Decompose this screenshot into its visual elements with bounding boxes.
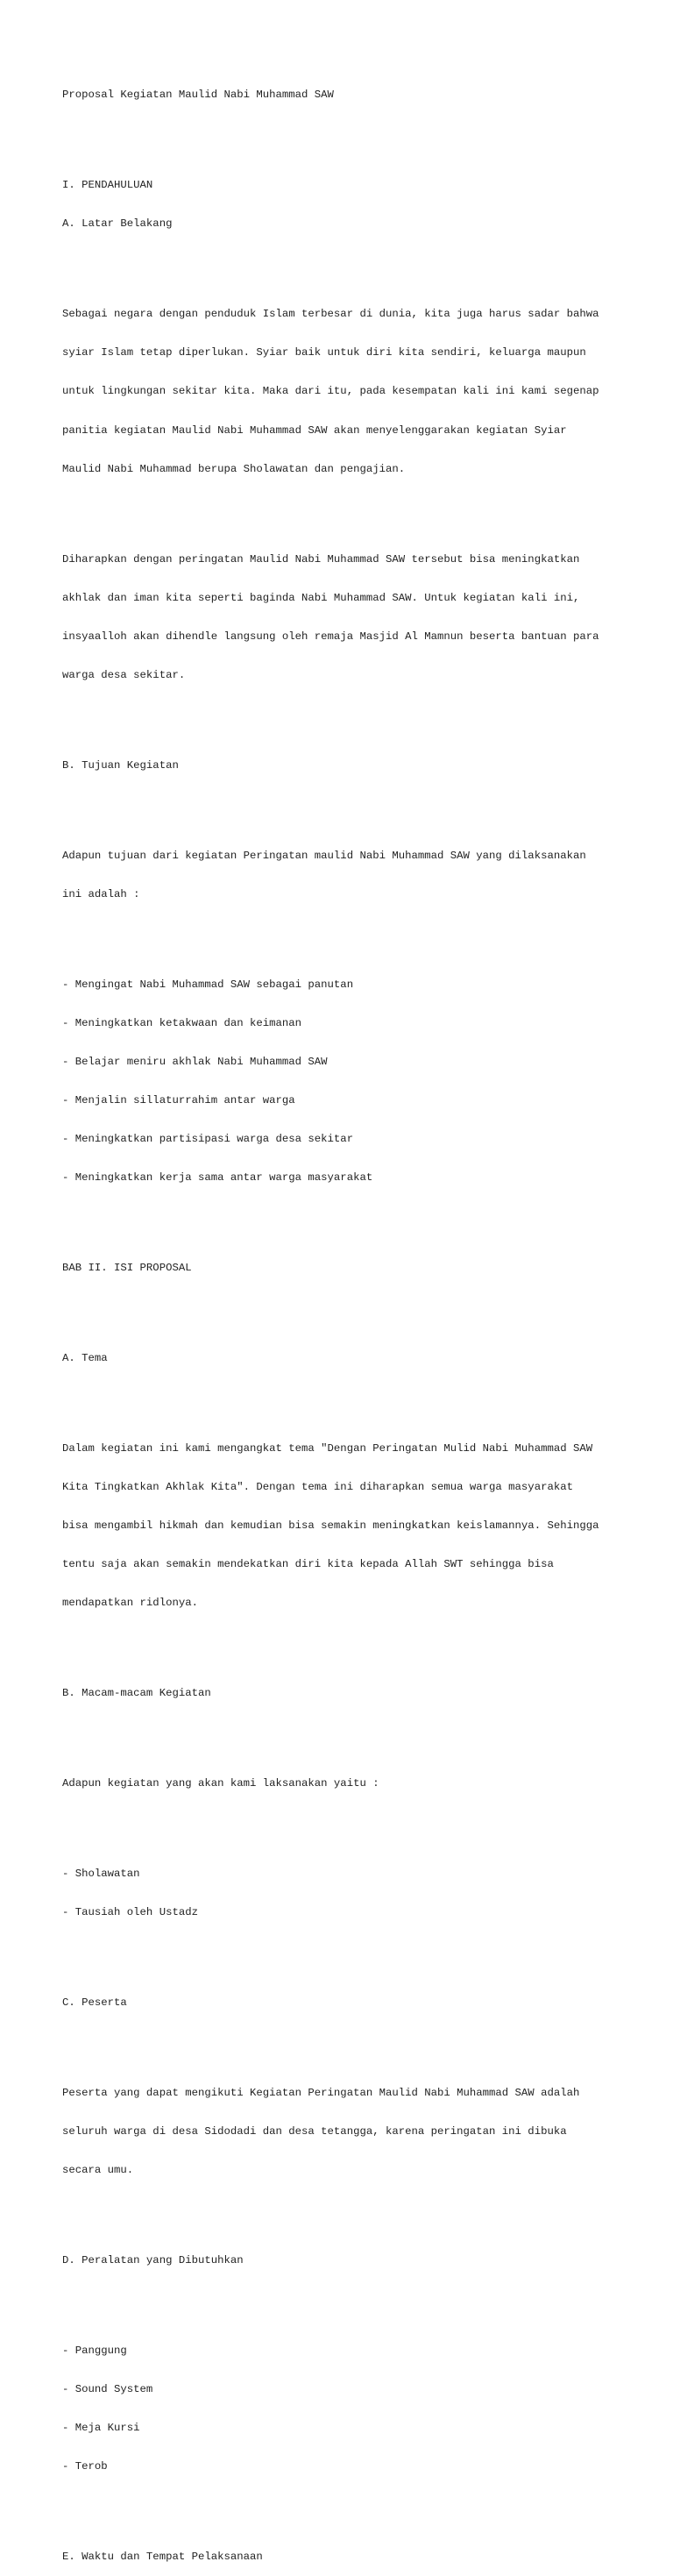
list-item: - Panggung <box>62 2344 127 2357</box>
list-item: - Mengingat Nabi Muhammad SAW sebagai panutan <box>62 978 354 991</box>
list-item: - Belajar meniru akhlak Nabi Muhammad SAW <box>62 1055 328 1068</box>
paragraph-line: Adapun kegiatan yang akan kami laksanakan yaitu : <box>62 1776 379 1790</box>
document-body <box>62 63 623 2576</box>
paragraph-line: Sebagai negara dengan penduduk Islam terbesar di dunia, kita juga harus sadar bahwa <box>62 308 599 321</box>
paragraph-line: Adapun tujuan dari kegiatan Peringatan maulid Nabi Muhammad SAW yang dilaksanakan <box>62 849 586 862</box>
paragraph-line: panitia kegiatan Maulid Nabi Muhammad SAW akan menyelenggarakan kegiatan Syiar <box>62 423 567 437</box>
list-item: - Meningkatkan ketakwaan dan keimanan <box>62 1016 302 1029</box>
paragraph-line: warga desa sekitar. <box>62 668 186 681</box>
section-heading-pendahuluan: I. PENDAHULUAN <box>62 179 153 192</box>
spacer <box>62 1816 623 1829</box>
spacer <box>62 1391 623 1404</box>
section-heading-isi-proposal: BAB II. ISI PROPOSAL <box>62 1261 192 1274</box>
list-item: - Meningkatkan kerja sama antar warga masyarakat <box>62 1171 373 1185</box>
spacer <box>62 2293 623 2306</box>
paragraph-line: bisa mengambil hikmah dan kemudian bisa semakin meningkatkan keislamannya. Sehingga <box>62 1519 599 1532</box>
paragraph-line: akhlak dan iman kita seperti baginda Nabi Muhammad SAW. Untuk kegiatan kali ini, <box>62 591 580 604</box>
paragraph-line: Peserta yang dapat mengikuti Kegiatan Peringatan Maulid Nabi Muhammad SAW adalah <box>62 2086 580 2099</box>
paragraph-line: ini adalah : <box>62 887 140 900</box>
paragraph-line: secara umu. <box>62 2163 134 2176</box>
list-item: - Meningkatkan partisipasi warga desa sekitar <box>62 1132 354 1145</box>
list-item: - Tausiah oleh Ustadz <box>62 1905 198 1918</box>
spacer <box>62 1300 623 1313</box>
spacer <box>62 2035 623 2048</box>
paragraph-line: Kita Tingkatkan Akhlak Kita". Dengan tema ini diharapkan semua warga masyarakat <box>62 1480 573 1493</box>
paragraph-line: tentu saja akan semakin mendekatkan diri kita kepada Allah SWT sehingga bisa <box>62 1558 554 1571</box>
list-item: - Terob <box>62 2459 108 2473</box>
spacer <box>62 1635 623 1648</box>
list-item: - Menjalin sillaturrahim antar warga <box>62 1093 295 1107</box>
subheading-waktu-tempat: E. Waktu dan Tempat Pelaksanaan <box>62 2550 263 2563</box>
spacer <box>62 128 623 141</box>
subheading-tema: A. Tema <box>62 1351 108 1364</box>
list-item: - Meja Kursi <box>62 2421 140 2434</box>
spacer <box>62 502 623 515</box>
paragraph-line: insyaalloh akan dihendle langsung oleh remaja Masjid Al Mamnun beserta bantuan para <box>62 630 599 643</box>
subheading-macam-kegiatan: B. Macam-macam Kegiatan <box>62 1687 211 1699</box>
list-item: - Sholawatan <box>62 1867 140 1880</box>
spacer <box>62 708 623 721</box>
spacer <box>62 798 623 811</box>
paragraph-line: untuk lingkungan sekitar kita. Maka dari itu, pada kesempatan kali ini kami segenap <box>62 385 599 398</box>
subheading-latar-belakang: A. Latar Belakang <box>62 217 173 231</box>
paragraph-line: Diharapkan dengan peringatan Maulid Nabi Muhammad SAW tersebut bisa meningkatkan <box>62 552 580 566</box>
subheading-peralatan: D. Peralatan yang Dibutuhkan <box>62 2253 244 2266</box>
paragraph-line: mendapatkan ridlonya. <box>62 1597 198 1610</box>
list-item: - Sound System <box>62 2382 153 2395</box>
paragraph-line: Dalam kegiatan ini kami mengangkat tema "Dengan Peringatan Mulid Nabi Muhammad SAW <box>62 1441 593 1455</box>
spacer <box>62 2499 623 2512</box>
spacer <box>62 256 623 269</box>
document-title: Proposal Kegiatan Maulid Nabi Muhammad SAW <box>62 89 334 102</box>
paragraph-line: syiar Islam tetap diperlukan. Syiar baik untuk diri kita sendiri, keluarga maupun <box>62 346 586 359</box>
spacer <box>62 1210 623 1223</box>
paragraph-line: Maulid Nabi Muhammad berupa Sholawatan dan pengajian. <box>62 462 406 475</box>
spacer <box>62 927 623 940</box>
spacer <box>62 1945 623 1958</box>
subheading-peserta: C. Peserta <box>62 1996 127 2009</box>
spacer <box>62 2202 623 2216</box>
spacer <box>62 1726 623 1739</box>
paragraph-line: seluruh warga di desa Sidodadi dan desa tetangga, karena peringatan ini dibuka <box>62 2124 567 2138</box>
subheading-tujuan-kegiatan: B. Tujuan Kegiatan <box>62 758 179 772</box>
